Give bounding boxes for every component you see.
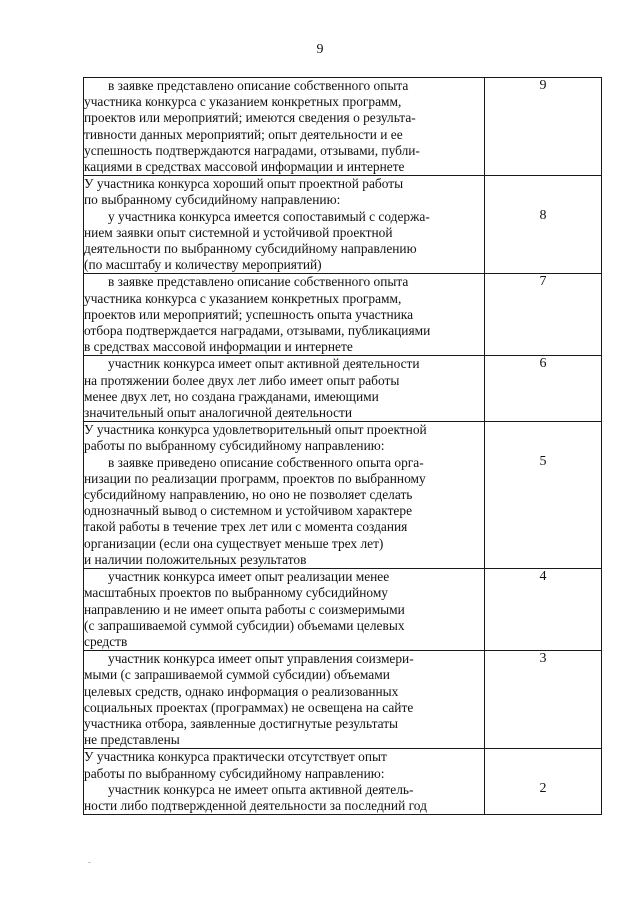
criterion-score — [485, 749, 602, 815]
criterion-line: в заявке представлено описание собственного опыта — [108, 274, 409, 290]
criterion-line: у участника конкурса имеется сопоставимый с содержа- — [108, 208, 430, 224]
criterion-line: однозначный вывод о системном и устойчивом характере — [84, 503, 413, 519]
criterion-line: значительный опыт аналогичной деятельности — [84, 405, 353, 421]
table-row — [84, 78, 602, 176]
criterion-line: социальных проектах (программах) не освещена на сайте — [84, 699, 414, 715]
criterion-line: на протяжении более двух лет либо имеет опыт работы — [84, 372, 400, 388]
criterion-line: участник конкурса не имеет опыта активной деятель- — [108, 781, 414, 797]
criterion-line: направлению и не имеет опыта работы с соизмеримыми — [84, 601, 405, 617]
criterion-line: мыми (с запрашиваемой суммой субсидии) объемами — [84, 667, 390, 683]
score-value: 3 — [539, 651, 547, 667]
score-value: 6 — [539, 356, 547, 372]
criterion-line: нием заявки опыт системной и устойчивой проектной — [84, 224, 393, 240]
score-value: 7 — [539, 274, 547, 290]
criterion-line: тивности данных мероприятий; опыт деятельности и ее — [84, 126, 403, 142]
criterion-score — [485, 651, 602, 749]
criterion-line: такой работы в течение трех лет или с момента создания — [84, 519, 408, 535]
score-value: 5 — [539, 454, 547, 470]
criterion-description — [84, 569, 485, 651]
score-value: 8 — [539, 208, 547, 224]
criterion-line: участник конкурса имеет опыт управления соизмери- — [108, 651, 414, 667]
criterion-score — [485, 274, 602, 356]
criterion-line: У участника конкурса практически отсутствует опыт — [84, 749, 387, 765]
criterion-description — [84, 176, 485, 274]
scan-speck — [88, 862, 91, 863]
criterion-line: работы по выбранному субсидийному направлению: — [84, 438, 385, 454]
criterion-score — [485, 569, 602, 651]
table-row — [84, 651, 602, 749]
criterion-line: (с запрашиваемой суммой субсидии) объемами целевых — [84, 617, 405, 633]
criterion-line: проектов или мероприятий; успешность опыта участника — [84, 306, 414, 322]
criterion-line: участника отбора, заявленные достигнутые результаты — [84, 715, 399, 731]
criterion-line: кациями в средствах массовой информации и интернете — [84, 159, 405, 175]
score-value: 2 — [539, 781, 547, 797]
criterion-line: средств — [84, 633, 128, 649]
table-row — [84, 356, 602, 422]
table-row — [84, 569, 602, 651]
criterion-line: ности либо подтвержденной деятельности за последний год — [84, 797, 427, 813]
criterion-line: отбора подтверждается наградами, отзывами, публикациями — [84, 323, 431, 339]
criterion-description — [84, 78, 485, 176]
criterion-description — [84, 749, 485, 815]
table-row — [84, 274, 602, 356]
criterion-line: и наличии положительных результатов — [84, 551, 307, 567]
criterion-line: участник конкурса имеет опыт реализации менее — [108, 569, 390, 585]
criterion-line: в средствах массовой информации и интернете — [84, 339, 353, 355]
criterion-line: участник конкурса имеет опыт активной деятельности — [108, 356, 420, 372]
criterion-line: низации по реализации программ, проектов по выбранному — [84, 470, 426, 486]
criterion-line: организации (если она существует меньше трех лет) — [84, 535, 384, 551]
criterion-line: деятельности по выбранному субсидийному направлению — [84, 241, 417, 257]
scoring-criteria-table — [83, 77, 602, 815]
page-number: 9 — [316, 42, 324, 57]
criterion-line: (по масштабу и количеству мероприятий) — [84, 257, 322, 273]
criterion-line: субсидийному направлению, но оно не позволяет сделать — [84, 487, 413, 503]
criterion-line: работы по выбранному субсидийному направлению: — [84, 765, 385, 781]
criterion-score — [485, 176, 602, 274]
table-row — [84, 422, 602, 569]
criterion-line: целевых средств, однако информация о реализованных — [84, 683, 399, 699]
criterion-line: менее двух лет, но создана гражданами, имеющими — [84, 388, 379, 404]
criterion-line: в заявке представлено описание собственного опыта — [108, 78, 409, 93]
criterion-line: участника конкурса с указанием конкретных программ, — [84, 290, 402, 306]
criterion-line: У участника конкурса хороший опыт проектной работы — [84, 176, 404, 192]
table-row — [84, 749, 602, 815]
criterion-line: У участника конкурса удовлетворительный опыт проектной — [84, 422, 427, 438]
score-value: 9 — [539, 78, 547, 93]
score-value: 4 — [539, 569, 547, 585]
criterion-line: проектов или мероприятий; имеются сведения о результа- — [84, 110, 416, 126]
criterion-score — [485, 356, 602, 422]
criterion-line: в заявке приведено описание собственного опыта орга- — [108, 454, 424, 470]
table-row — [84, 176, 602, 274]
criterion-description — [84, 422, 485, 569]
criterion-score — [485, 422, 602, 569]
criterion-description — [84, 651, 485, 749]
criterion-line: участника конкурса с указанием конкретных программ, — [84, 94, 402, 110]
criterion-score — [485, 78, 602, 176]
criterion-description — [84, 356, 485, 422]
criterion-description — [84, 274, 485, 356]
criterion-line: масштабных проектов по выбранному субсидийному — [84, 585, 388, 601]
criterion-line: не представлены — [84, 732, 180, 748]
criterion-line: успешность подтверждаются наградами, отзывами, публи- — [84, 142, 420, 158]
criterion-line: по выбранному субсидийному направлению: — [84, 192, 341, 208]
